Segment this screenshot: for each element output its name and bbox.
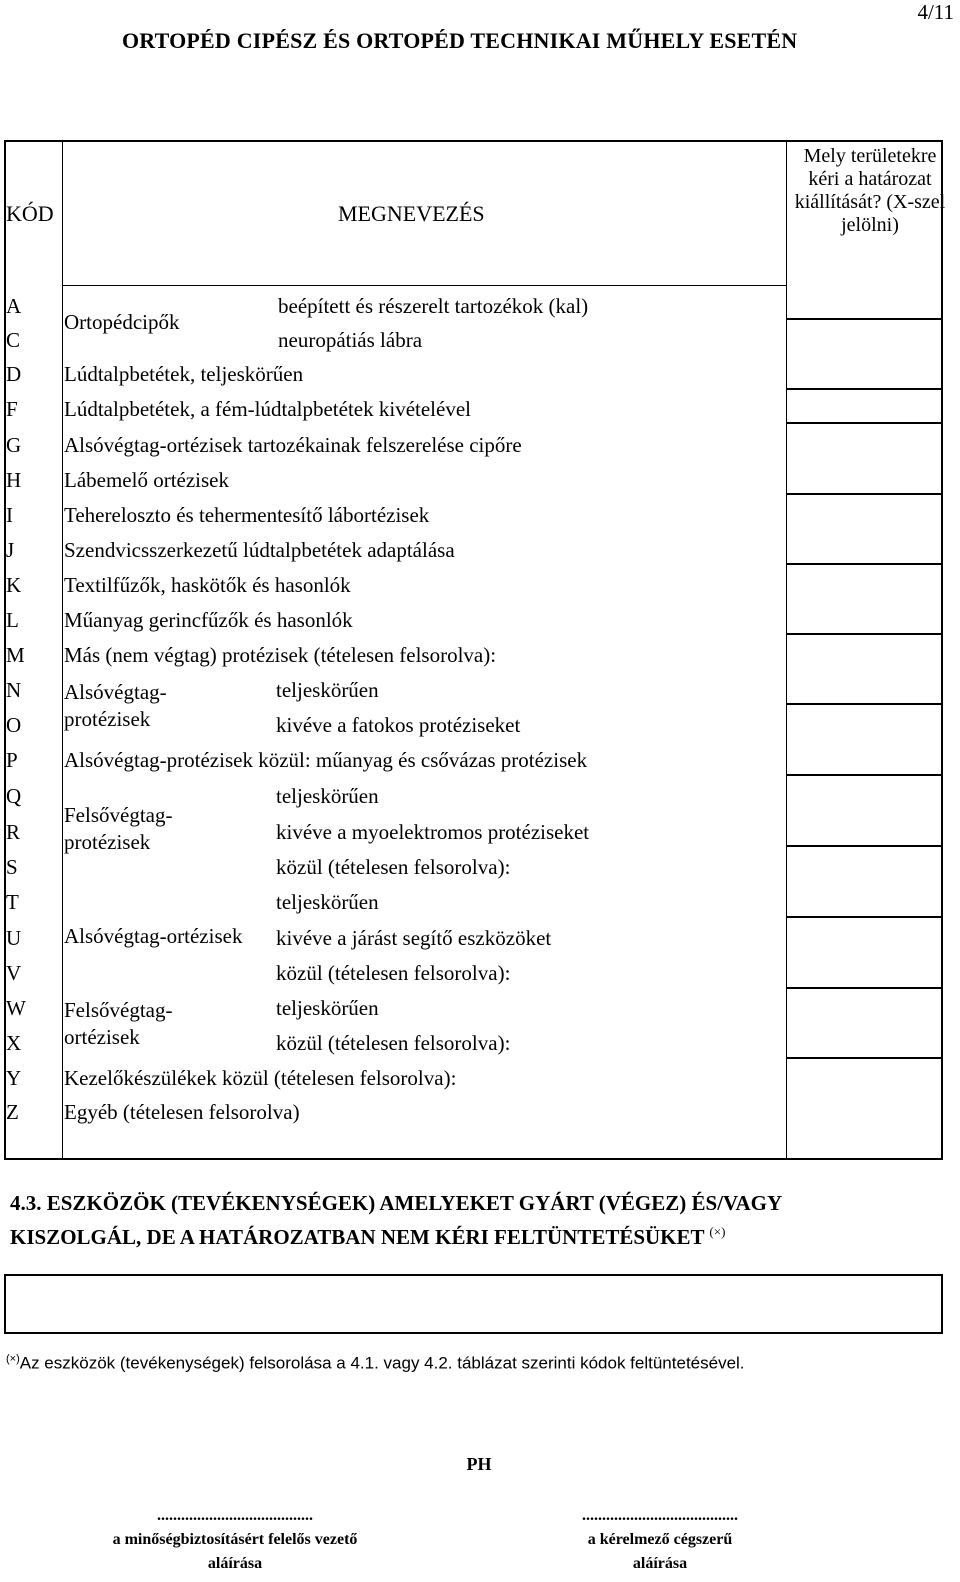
footnote-marker: (×)	[6, 1353, 20, 1365]
row-line	[786, 845, 943, 847]
signature-right-label: aláírása	[632, 1555, 688, 1572]
desc-t: teljeskörűen	[276, 890, 379, 914]
signature-right-dots: .......................................	[582, 1507, 738, 1524]
code-a: A	[6, 294, 22, 318]
desc-y: Kezelőkészülékek közül (tételesen felsorolva):	[64, 1066, 457, 1090]
header-name: MEGNEVEZÉS	[338, 201, 485, 226]
row-line	[786, 916, 943, 918]
desc-v: közül (tételesen felsorolva):	[276, 961, 511, 985]
group-ortopedcipok: Ortopédcipők	[64, 310, 180, 334]
signature-left-role: a minőségbiztosításért felelős vezető	[112, 1531, 358, 1548]
code-j: J	[6, 538, 15, 562]
row-line	[786, 388, 943, 390]
section-marker: (×)	[709, 1224, 726, 1239]
footnote	[6, 1353, 745, 1374]
row-line	[786, 774, 943, 776]
code-q: Q	[6, 784, 22, 808]
code-r: R	[6, 820, 21, 844]
signature-right	[520, 1504, 800, 1576]
desc-c: neuropátiás lábra	[278, 328, 423, 352]
desc-r: kivéve a myoelektromos protéziseket	[276, 820, 590, 844]
code-s: S	[6, 855, 18, 879]
code-n: N	[6, 678, 22, 702]
desc-m: Más (nem végtag) protézisek (tételesen felsorolva):	[64, 643, 497, 667]
desc-f: Lúdtalpbetétek, a fém-lúdtalpbetétek kivételével	[64, 397, 471, 421]
group-no-line2: protézisek	[64, 707, 151, 731]
signature-left-label: aláírása	[207, 1555, 263, 1572]
group-tuv: Alsóvégtag-ortézisek	[64, 924, 243, 948]
desc-u: kivéve a járást segítő eszközöket	[276, 926, 552, 950]
row-line	[786, 703, 943, 705]
table-divider-code	[62, 140, 63, 1160]
code-f: F	[6, 397, 18, 421]
row-line	[786, 422, 943, 424]
row-line	[786, 493, 943, 495]
row-line	[786, 563, 943, 565]
desc-h: Lábemelő ortézisek	[64, 468, 230, 492]
code-u: U	[6, 926, 22, 950]
desc-s: közül (tételesen felsorolva):	[276, 855, 511, 879]
code-i: I	[6, 503, 13, 527]
code-h: H	[6, 468, 22, 492]
section-heading-line1: 4.3. ESZKÖZÖK (TEVÉKENYSÉGEK) AMELYEKET GYÁRT (VÉGEZ) ÉS/VAGY	[10, 1191, 783, 1215]
desc-i: Tehereloszto és tehermentesítő lábortézisek	[64, 503, 430, 527]
desc-j: Szendvicsszerkezetű lúdtalpbetétek adaptálása	[64, 538, 455, 562]
desc-p: Alsóvégtag-protézisek közül: műanyag és csővázas protézisek	[64, 748, 588, 772]
footnote-text: Az eszközök (tevékenységek) felsorolása a 4.1. vagy 4.2. táblázat szerinti kódok feltüntetésével.	[19, 1353, 745, 1373]
group-qrs-line1: Felsővégtag-	[64, 803, 173, 827]
desc-k: Textilfűzők, haskötők és hasonlók	[64, 573, 351, 597]
table-border-top	[4, 140, 943, 142]
desc-w: teljeskörűen	[276, 996, 379, 1020]
header-select: Mely területekre kéri a határozat kiállítását? (X-szel jelölni)	[794, 145, 946, 236]
desc-a: beépített és részerelt tartozékok (kal)	[278, 294, 589, 318]
code-l: L	[6, 608, 19, 632]
code-w: W	[6, 996, 26, 1020]
signature-left	[70, 1504, 400, 1576]
code-g: G	[6, 433, 22, 457]
code-t: T	[6, 890, 19, 914]
code-m: M	[6, 643, 25, 667]
signature-left-dots: .......................................	[157, 1507, 313, 1524]
section-heading-text: KISZOLGÁL, DE A HATÁROZATBAN NEM KÉRI FELTÜNTETÉSÜKET	[10, 1225, 705, 1249]
stamp-label: PH	[466, 1454, 492, 1474]
header-underline	[62, 285, 787, 286]
desc-x: közül (tételesen felsorolva):	[276, 1031, 511, 1055]
group-no-line1: Alsóvégtag-	[64, 680, 167, 704]
desc-q: teljeskörűen	[276, 784, 379, 808]
code-c: C	[6, 328, 21, 352]
code-o: O	[6, 713, 22, 737]
header-code: KÓD	[6, 201, 54, 226]
code-y: Y	[6, 1066, 22, 1090]
code-x: X	[6, 1031, 22, 1055]
desc-o: kivéve a fatokos protéziseket	[276, 713, 521, 737]
section-4-3-input-box[interactable]	[4, 1274, 943, 1334]
signature-right-role: a kérelmező cégszerű	[587, 1531, 733, 1548]
desc-g: Alsóvégtag-ortézisek tartozékainak felszerelése cipőre	[64, 433, 522, 457]
code-z: Z	[6, 1100, 19, 1124]
code-p: P	[6, 748, 18, 772]
row-line	[786, 1057, 943, 1059]
row-line	[786, 318, 943, 320]
desc-n: teljeskörűen	[276, 678, 379, 702]
table-border-bottom	[4, 1158, 943, 1160]
desc-d: Lúdtalpbetétek, teljeskörűen	[64, 362, 304, 386]
section-heading-line2	[10, 1218, 725, 1251]
row-line	[786, 987, 943, 989]
code-k: K	[6, 573, 22, 597]
desc-l: Műanyag gerincfűzők és hasonlók	[64, 608, 353, 632]
group-qrs-line2: protézisek	[64, 830, 151, 854]
desc-z: Egyéb (tételesen felsorolva)	[64, 1100, 300, 1124]
page-title: ORTOPÉD CIPÉSZ ÉS ORTOPÉD TECHNIKAI MŰHELY ESETÉN	[122, 28, 798, 53]
group-wx-line1: Felsővégtag-	[64, 998, 173, 1022]
row-line	[786, 633, 943, 635]
table-divider-select	[786, 140, 787, 1160]
group-wx-line2: ortézisek	[64, 1025, 140, 1049]
table-border-right	[941, 140, 943, 1160]
code-v: V	[6, 961, 22, 985]
page-number: 4/11	[917, 0, 954, 24]
code-d: D	[6, 362, 22, 386]
